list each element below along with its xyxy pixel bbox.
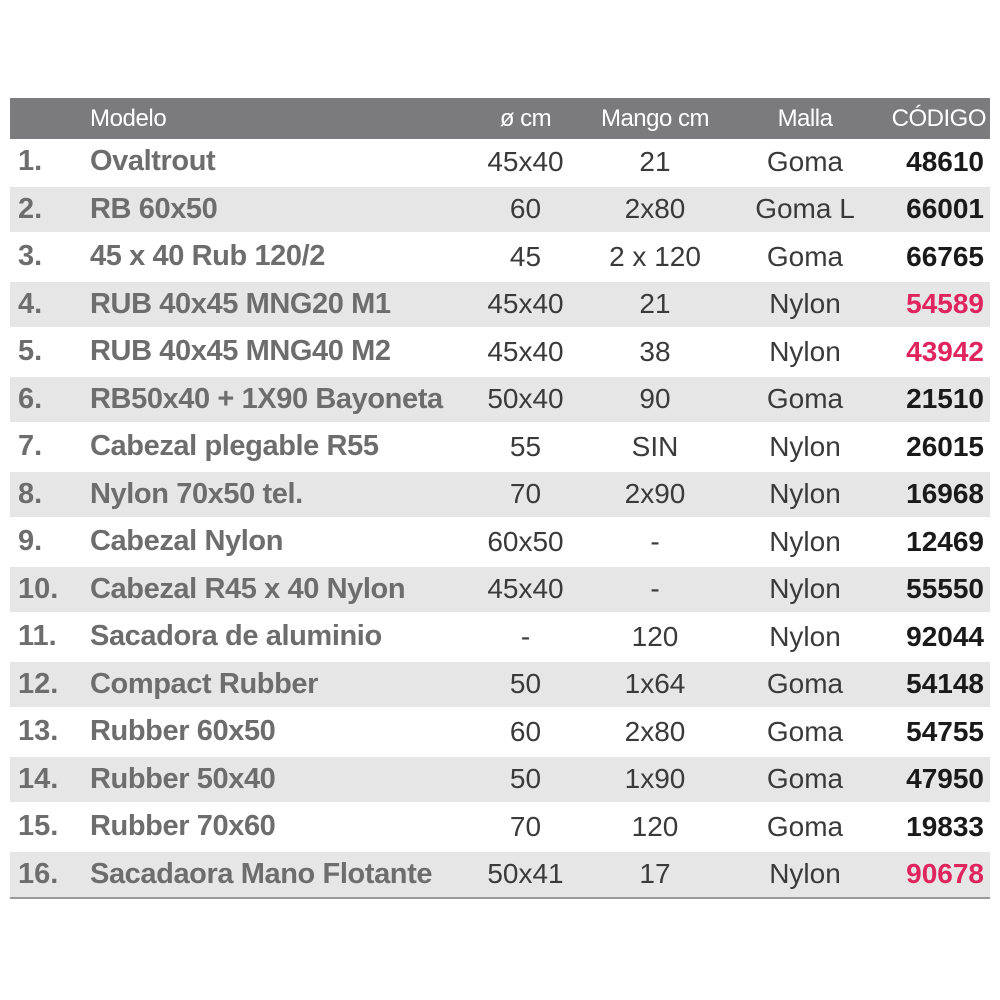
row-mesh: Nylon [769, 478, 841, 510]
row-number: 13. [18, 715, 59, 748]
table-row [10, 757, 990, 805]
table-row [10, 567, 990, 615]
row-number: 8. [18, 477, 43, 510]
table-row [10, 472, 990, 520]
row-handle: 2 x 120 [609, 240, 701, 272]
header-code: CÓDIGO [891, 104, 986, 132]
row-model: RUB 40x45 MNG20 M1 [90, 287, 391, 320]
row-number: 11. [18, 620, 57, 653]
row-code: 47950 [906, 763, 984, 795]
row-handle: SIN [631, 430, 679, 462]
row-number: 9. [18, 525, 43, 558]
row-diameter: 60x50 [487, 525, 564, 557]
row-model: Compact Rubber [90, 667, 319, 700]
row-handle: - [650, 525, 660, 557]
row-mesh: Nylon [769, 288, 841, 320]
row-handle: 1x64 [624, 668, 686, 700]
row-diameter: 50x40 [487, 383, 564, 415]
row-mesh: Nylon [769, 858, 841, 890]
row-handle: 21 [639, 288, 671, 320]
row-mesh: Goma [766, 145, 844, 177]
row-model: Cabezal R45 x 40 Nylon [90, 572, 406, 605]
row-diameter: 45x40 [487, 573, 564, 605]
table-row [10, 852, 990, 900]
row-diameter: 70 [509, 810, 542, 842]
row-code: 48610 [906, 145, 984, 177]
table-row [10, 709, 990, 757]
table-row [10, 662, 990, 710]
row-diameter: 45 [509, 240, 542, 272]
row-code: 54755 [906, 715, 984, 747]
row-mesh: Goma [766, 668, 844, 700]
row-number: 3. [18, 240, 43, 273]
row-handle: 120 [631, 620, 679, 652]
row-number: 16. [18, 857, 59, 890]
row-code: 92044 [906, 620, 984, 652]
row-diameter: 45x40 [487, 145, 564, 177]
row-code: 66001 [906, 193, 984, 225]
table-row [10, 614, 990, 662]
row-model: Sacadaora Mano Flotante [90, 857, 433, 890]
row-handle: 1x90 [624, 763, 686, 795]
row-diameter: 50 [509, 763, 542, 795]
product-table [10, 98, 990, 899]
row-diameter: 60 [509, 715, 542, 747]
table-row [10, 187, 990, 235]
table-row [10, 282, 990, 330]
row-number: 12. [18, 667, 59, 700]
row-model: RB50x40 + 1X90 Bayoneta [90, 382, 443, 415]
row-code: 26015 [906, 430, 984, 462]
row-mesh: Goma L [755, 193, 855, 225]
row-model: Rubber 70x60 [90, 810, 276, 843]
row-handle: 2x80 [624, 715, 686, 747]
table-body [10, 139, 990, 899]
row-code: 43942 [906, 335, 984, 367]
row-mesh: Goma [766, 715, 844, 747]
row-handle: 17 [639, 858, 671, 890]
row-diameter: 60 [509, 193, 542, 225]
row-number: 14. [18, 762, 59, 795]
row-code: 90678 [906, 858, 984, 890]
row-handle: 38 [639, 335, 671, 367]
row-model: Ovaltrout [90, 145, 216, 178]
row-mesh: Goma [766, 383, 844, 415]
row-number: 5. [18, 335, 43, 368]
row-model: Rubber 50x40 [90, 762, 276, 795]
row-model: Nylon 70x50 tel. [90, 477, 303, 510]
table-row [10, 377, 990, 425]
row-code: 55550 [906, 573, 984, 605]
row-handle: 90 [639, 383, 671, 415]
row-number: 6. [18, 382, 43, 415]
table-row [10, 519, 990, 567]
header-mesh: Malla [777, 104, 833, 132]
row-handle: 21 [639, 145, 671, 177]
row-number: 10. [18, 572, 59, 605]
row-diameter: 70 [509, 478, 542, 510]
row-handle: 120 [631, 810, 679, 842]
row-model: Cabezal plegable R55 [90, 430, 379, 463]
row-handle: 2x90 [624, 478, 686, 510]
row-mesh: Nylon [769, 430, 841, 462]
table-row [10, 234, 990, 282]
row-mesh: Goma [766, 763, 844, 795]
table-header [10, 98, 990, 139]
row-number: 15. [18, 810, 59, 843]
row-code: 66765 [906, 240, 984, 272]
table-row [10, 139, 990, 187]
header-model: Modelo [90, 104, 167, 132]
row-diameter: - [520, 620, 531, 652]
row-diameter: 50 [509, 668, 542, 700]
row-model: Rubber 60x50 [90, 715, 276, 748]
row-mesh: Nylon [769, 620, 841, 652]
row-number: 1. [18, 145, 43, 178]
table-row [10, 329, 990, 377]
row-code: 16968 [906, 478, 984, 510]
header-diameter: ø cm [499, 104, 552, 132]
row-model: Sacadora de aluminio [90, 620, 382, 653]
row-mesh: Nylon [769, 573, 841, 605]
row-code: 19833 [906, 810, 984, 842]
row-number: 4. [18, 287, 43, 320]
row-number: 7. [18, 430, 43, 463]
row-model: RB 60x50 [90, 192, 218, 225]
table-row [10, 424, 990, 472]
row-mesh: Goma [766, 240, 844, 272]
row-code: 54148 [906, 668, 984, 700]
row-diameter: 50x41 [487, 858, 564, 890]
row-code: 21510 [906, 383, 984, 415]
row-code: 12469 [906, 525, 984, 557]
row-diameter: 45x40 [487, 335, 564, 367]
row-mesh: Goma [766, 810, 844, 842]
header-handle: Mango cm [600, 104, 710, 132]
row-mesh: Nylon [769, 335, 841, 367]
row-diameter: 45x40 [487, 288, 564, 320]
row-model: Cabezal Nylon [90, 525, 284, 558]
row-code: 54589 [906, 288, 984, 320]
row-handle: - [650, 573, 660, 605]
row-handle: 2x80 [624, 193, 686, 225]
row-model: 45 x 40 Rub 120/2 [90, 240, 326, 273]
row-diameter: 55 [509, 430, 542, 462]
row-mesh: Nylon [769, 525, 841, 557]
table-row [10, 804, 990, 852]
row-model: RUB 40x45 MNG40 M2 [90, 335, 391, 368]
row-number: 2. [18, 192, 43, 225]
